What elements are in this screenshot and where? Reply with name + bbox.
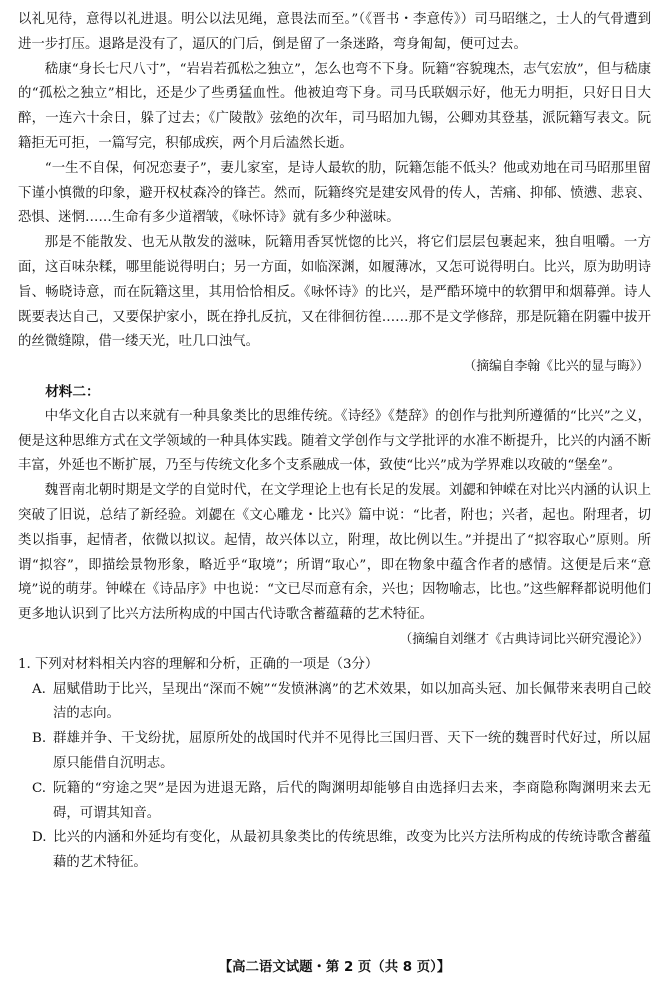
material-two-source: （摘编自刘继才《古典诗词比兴研究漫论》） (399, 631, 649, 647)
option-text: 比兴的内涵和外延均有变化，从最初具象类比的传统思维，改变为比兴方法所构成的传统诗歌含蓄蕴藉的艺术特征。 (53, 830, 651, 871)
option-c (18, 777, 651, 827)
material-one-source: （摘编自李翰《比兴的显与晦》） (463, 359, 649, 375)
material-one-paragraph: 嵇康“身长七尺八寸”，“岩岩若孤松之独立”，怎么也弯不下身。阮籍“容貌瑰杰，志气宏放”，但与嵇康的“孤松之独立”相比，还是少了些勇猛血性。他被迫弯下身。司马氏联姻示好，他无力明拒，只好日日大醉，一连六十余日，躲了过去；《广陵散》弦绝的次年，司马昭加九锡，公卿劝其登基，派阮籍写表文。阮籍拒无可拒，一篇写完，积郁成疾，两个月后溘然长逝。 (18, 61, 651, 151)
material-two-paragraph: 魏晋南北朝时期是文学的自觉时代，在文学理论上也有长足的发展。刘勰和钟嵘在对比兴内涵的认识上突破了旧说，总结了新经验。刘勰在《文心雕龙・比兴》篇中说：“比者，附也；兴者，起也。附理者，切类以指事，起情者，依微以拟议。起情，故兴体以立，附理，故比例以生。”并提出了“拟容取心”原则。所谓“拟容”，即描绘景物形象，略近乎“取境”；所谓“取心”，即在物象中蕴含作者的感情。这便是后来“意境”说的萌芽。钟嵘在《诗品序》中也说：“文已尽而意有余，兴也；因物喻志，比也。”这些解释都说明他们更多地认识到了比兴方法所构成的中国古代诗歌含蓄蕴藉的艺术特征。 (18, 483, 651, 623)
material-two-heading: 材料二： (45, 383, 100, 400)
material-one (18, 8, 651, 380)
question-1 (18, 653, 651, 876)
option-d (18, 826, 651, 876)
page-footer: 【高二语文试题・第 2 页（共 8 页）】 (218, 960, 451, 975)
option-a (18, 678, 651, 728)
option-label: B. (32, 731, 47, 747)
material-two-paragraph: 中华文化自古以来就有一种具象类比的思维传统。《诗经》《楚辞》的创作与批判所遵循的“比兴”之义，便是这种思维方式在文学领域的一种具体实践。随着文学创作与文学批评的水准不断提升，比兴的内涵不断丰富，外延也不断扩展，乃至与传统文化多个支系融成一体，致使“比兴”成为学界难以攻破的“堡垒”。 (18, 408, 651, 474)
option-b (18, 727, 651, 777)
material-one-paragraph: “一生不自保，何况恋妻子”，妻儿家室，是诗人最软的肋，阮籍怎能不低头？他或劝地在司马昭那里留下谨小慎微的印象，避开权杖森冷的锋芒。然而，阮籍终究是建安风骨的传人，苦痛、抑郁、愤懑、悲哀、恐惧、迷惘……生命有多少道褶皱，《咏怀诗》就有多少种滋味。 (18, 160, 651, 226)
question-stem: 1. 下列对材料相关内容的理解和分析，正确的一项是（3分） (18, 656, 379, 672)
option-text: 阮籍的“穷途之哭”是因为进退无路，后代的陶渊明却能够自由选择归去来，李商隐称陶渊明来去无碍，可谓其知音。 (53, 780, 651, 821)
material-one-paragraph: 那是不能散发、也无从散发的滋味，阮籍用香冥恍惚的比兴，将它们层层包裹起来，独自咀嚼。一方面，这百味杂糅，哪里能说得明白；另一方面，如临深渊，如履薄冰，又怎可说得明白。比兴，原为助明诗旨、畅晓诗意，而在阮籍这里，其用恰恰相反。《咏怀诗》的比兴，是严酷环境中的软猬甲和烟幕弹。诗人既要表达自己，又要保护家小，既在挣扎反抗，又在徘徊彷徨……那不是文学修辞，那是阮籍在阴霾中拔开的丝微缝隙，借一缕天光，吐几口浊气。 (18, 235, 651, 350)
option-label: A. (32, 681, 46, 697)
option-text: 群雄并争、干戈纷扰，屈原所处的战国时代并不见得比三国归晋、天下一统的魏晋时代好过，所以屈原只能借自沉明志。 (53, 731, 651, 771)
material-two (18, 380, 651, 653)
option-text: 屈赋借助于比兴，呈现出“深而不婉”“发愤淋漓”的艺术效果，如以加高头冠、加长佩带来表明自己皎洁的志向。 (53, 681, 651, 722)
material-one-paragraph: 以礼见待，意得以礼进退。明公以法见绳，意畏法而至。”（《晋书・李意传》）司马昭继之，士人的气骨遭到进一步打压。退路是没有了，逼仄的门后，倒是留了一条迷路，弯身匍匐，便可过去。 (18, 12, 651, 52)
option-label: C. (32, 780, 47, 796)
option-label: D. (32, 830, 47, 846)
